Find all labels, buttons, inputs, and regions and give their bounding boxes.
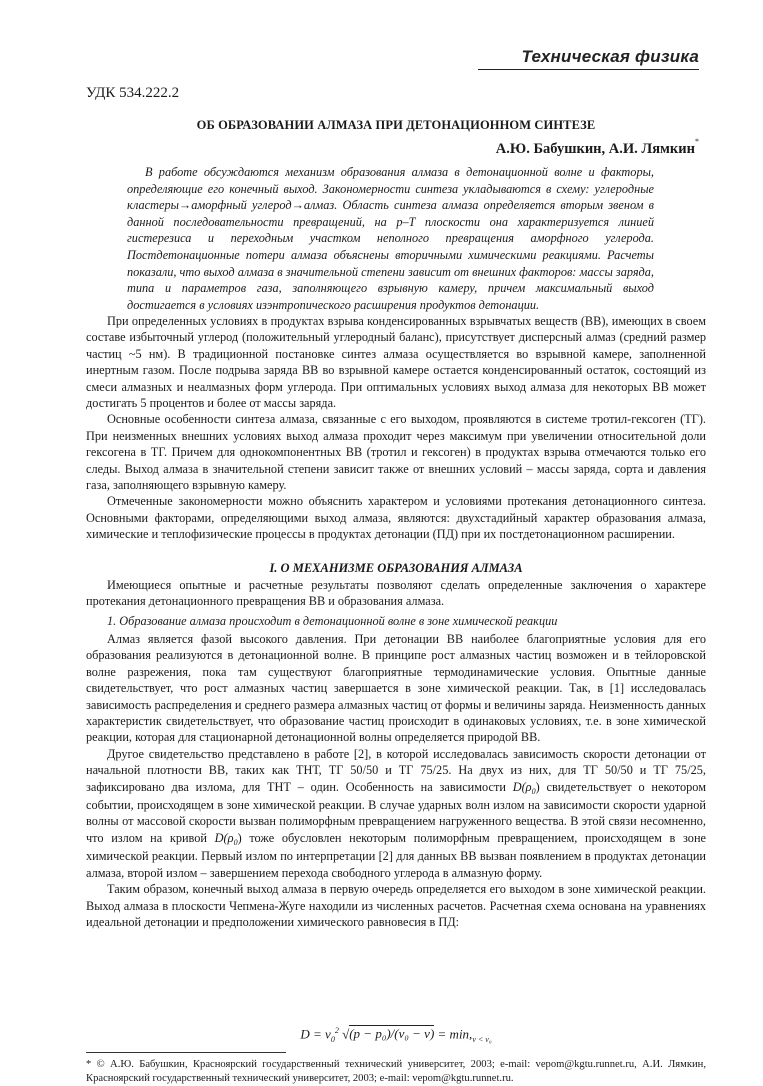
authors-names: А.Ю. Бабушкин, А.И. Лямкин — [495, 140, 695, 157]
formula-lhs: D = v — [300, 1026, 331, 1042]
sqrt-symbol: √ — [342, 1026, 350, 1042]
journal-section-title: Техническая физика — [521, 47, 699, 66]
intro-paragraph-1: При определенных условиях в продуктах взрыва конденсированных взрывчатых веществ (ВВ), имеющих в своем составе избыточный углерод (положительный углеродный баланс), присутствует дисперсный алмаз (средний размер частиц ~5 нм). В традиционной постановке синтез алмаза осуществляется во взрывной камере, заполненной инертным газом. После подрыва заряда ВВ во взрывной камере остается конденсированный остаток, состоящий из смеси алмазных и неалмазных форм углерода. При оптимальных условиях выход алмаза для некоторых ВВ может достигать 5 процентов и более от массы заряда. — [86, 314, 706, 411]
abstract: В работе обсуждаются механизм образования алмаза в детонационной волне и факторы, определяющие его конечный выход. Закономерности синтеза укладываются в схему: углеродные кластеры→аморфный углерод→алмаз. Область синтеза алмаза определяется вторым звеном в данной последовательности превращений, на p–T плоскости она характеризуется линией гистерезиса и переходным участком неполного превращения аморфного углерода. Постдетонационные потери алмаза объяснены вторичными химическими реакциями. Расчеты показали, что выход алмаза в значительной степени зависит от внешних факторов: массы заряда, типа и параметров газа, заполняющего взрывную камеру, причем максимальный выход достигается в условиях изэнтропического расширения продуктов детонации. — [127, 165, 654, 312]
rho-subscript-2: 0 — [233, 837, 238, 847]
paragraph-2-part-c: ) тоже обусловлен некоторым полиморфным превращением, происходящем в зоне химической реакции. Первый излом по интерпретации [2] для данных ВВ вызван появлением в продуктах детонации алмаза, второй излом – завершением перехода свободного углерода в алмазную форму. — [86, 830, 706, 880]
d-rho-text-1: D(ρ — [512, 779, 532, 794]
intro-paragraph-2: Основные особенности синтеза алмаза, связанные с его выходом, проявляются в системе тротил-гексоген (ТГ). При неизменных внешних условиях выход алмаза проходит через максимум при увеличении относительной доли гексогена в ТГ. Причем для однокомпонентных ВВ (тротил и гексоген) в продуктах взрыва отмечаются только его следы. Выход алмаза в значительной степени зависит также от внешних условий – массы заряда, сорта и давления газа, заполняющего взрывную камеру. — [86, 412, 706, 493]
footnote-rule — [86, 1052, 286, 1053]
paragraph-2-part-b: ) свидетельствует о некотором событии, происходящем в зоне химической реакции. В случае ударных волн излом на зависимости скорости ударной волны от массовой скорости вызван полиморфным превращением нагруженного вещества. В этой связи несомненно, что излом на кривой — [86, 779, 706, 845]
d-rho-symbol-2 — [215, 831, 238, 845]
subsection-body — [86, 631, 706, 930]
footnote: * © А.Ю. Бабушкин, Красноярский государственный технический университет, 2003; e-mail: vepom@kgtu.runnet.ru, А.И. Лямкин, Красноярский государственный технический университет, 2003; e-mail: vepom@kgtu.runnet.ru. — [86, 1059, 706, 1084]
d-rho-symbol-1 — [513, 780, 536, 794]
udc-code: УДК 534.222.2 — [86, 85, 180, 101]
article-authors — [495, 137, 699, 158]
subsection-title: 1. Образование алмаза происходит в детонационной волне в зоне химической реакции — [107, 614, 558, 628]
formula-rhs-subscript: v < v₀ — [472, 1034, 492, 1044]
body-paragraph-1: Алмаз является фазой высокого давления. При детонации ВВ наиболее благоприятные условия для его образования реализуются в детонационной волне. В принципе рост алмазных частиц возможен и в тейлоровской волне разрежения, пока там существуют благоприятные термодинамические условия. Опытные данные свидетельствует, что рост алмазных частиц завершается в зоне химической реакции. Так, в [1] исследовалась зависимость распределения и среднего размера алмазных частиц от формы и величины заряда. Неизменность данных характеристик свидетельствует, что образование частиц происходит в одинаковых условиях, т.е. в зоне химической реакции, которая для стационарной детонационной волны определяется природой ВВ. — [86, 632, 706, 745]
introduction — [86, 313, 706, 543]
rho-subscript-1: 0 — [531, 786, 536, 796]
footnote-marker: * — [695, 137, 699, 146]
section-intro — [86, 577, 706, 610]
formula-lhs-subscript: 0 — [330, 1034, 335, 1044]
paragraph-2-part-a: Другое свидетельство представлено в работе [2], в которой исследовалась зависимость скорости детонации от начальной плотности ВВ, таких как ТНТ, ТГ 50/50 и ТГ 75/25. На двух из них, для ТГ 50/50 и ТГ 75/25, зафиксировано два излома, для ТНТ – один. Особенность на зависимости — [86, 746, 706, 794]
body-paragraph-2 — [86, 746, 706, 881]
section-intro-paragraph: Имеющиеся опытные и расчетные результаты позволяют сделать определенные заключения о характере протекания детонационного превращения ВВ и образования алмаза. — [86, 578, 706, 609]
article-title: ОБ ОБРАЗОВАНИИ АЛМАЗА ПРИ ДЕТОНАЦИОННОМ СИНТЕЗЕ — [196, 118, 596, 132]
header-rule — [478, 69, 699, 70]
formula-radicand: (p − p₀)/(v₀ − v) — [349, 1026, 435, 1042]
body-paragraph-3: Таким образом, конечный выход алмаза в первую очередь определяется его выходом в зоне химической реакции. Выход алмаза в плоскости Чепмена-Жуге находили из численных расчетов. Расчетная схема основана на уравнениях идеальной детонации и предположении химического равновесия в ПД: — [86, 882, 706, 929]
formula-rhs: = min, — [437, 1026, 473, 1042]
detonation-equation — [86, 1026, 706, 1048]
section-heading: I. О МЕХАНИЗМЕ ОБРАЗОВАНИЯ АЛМАЗА — [269, 561, 523, 575]
d-rho-text-2: D(ρ — [214, 830, 234, 845]
formula-lhs-superscript: 2 — [334, 1026, 339, 1035]
intro-paragraph-3: Отмеченные закономерности можно объяснить характером и условиями протекания детонационного синтеза. Основными факторами, определяющими выход алмаза, являются: двухстадийный характер образования алмаза, химические и теплофизические процессы в продуктах детонации (ПД) при их постдетонационном расширении. — [86, 494, 706, 542]
